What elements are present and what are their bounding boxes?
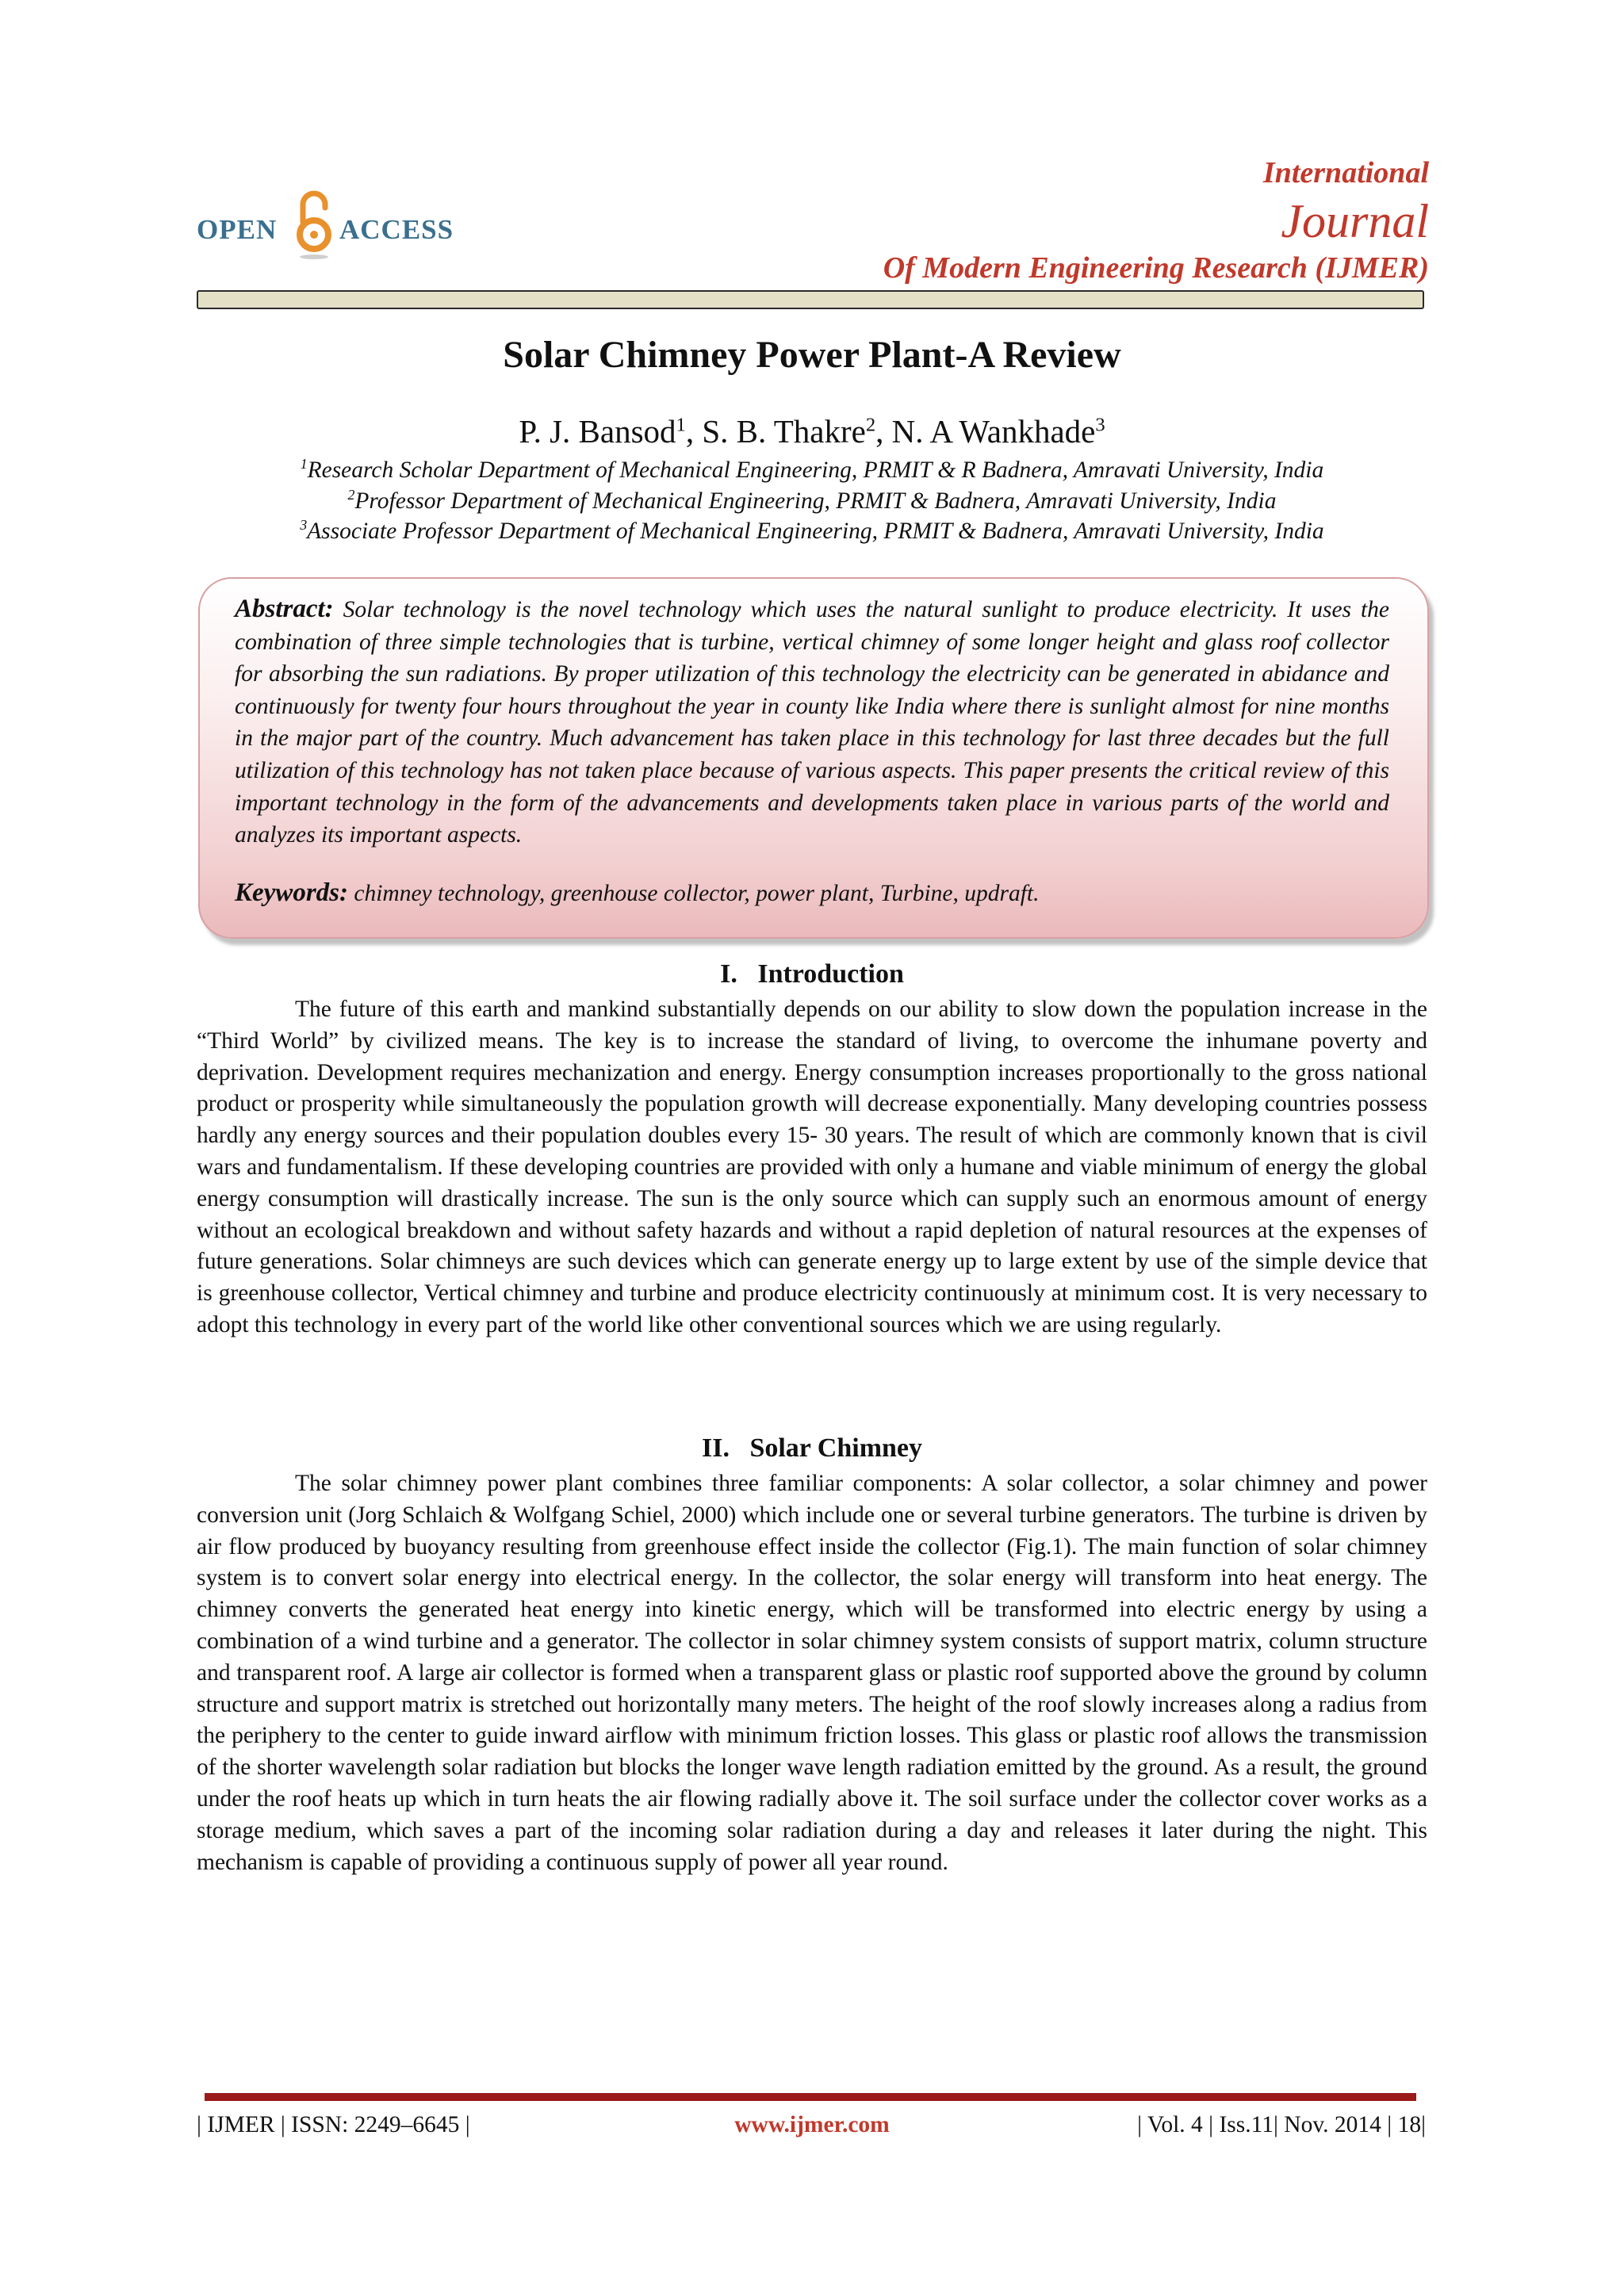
affiliation-superscript: 2 — [347, 487, 355, 503]
affiliation-superscript: 1 — [300, 456, 308, 472]
author-superscript: 2 — [865, 414, 876, 436]
section-body-solar-chimney: The solar chimney power plant combines three familiar components: A solar collector, a solar chimney and power conversion unit (Jorg Schlaich & Wolfgang Schiel, 2000) which include one or several turbine generators. The turbine is driven by air flow produced by buoyancy resulting from greenhouse effect inside the collector (Fig.1). The main function of solar chimney system is to convert solar energy into electrical energy. In the collector, the solar energy will transform into heat energy. The chimney converts the generated heat energy into kinetic energy, which will be transformed into electric energy by using a combination of a wind turbine and a generator. The collector in solar chimney system consists of support matrix, column structure and transparent roof. A large air collector is formed when a transparent glass or plastic roof supported above the ground by column structure and support matrix is stretched out horizontally many meters. The height of the roof slowly increases along a radius from the periphery to the center to guide inward airflow with minimum friction losses. This glass or plastic roof allows the transmission of the shorter wavelength solar radiation but blocks the longer wave length radiation emitted by the ground. As a result, the ground under the roof heats up which in turn heats the air flowing radially above it. The soil surface under the collector cover works as a storage medium, which saves a part of the incoming solar radiation during a day and releases it later during the night. This mechanism is capable of providing a continuous supply of power all year round. — [197, 1471, 1427, 1875]
author-name: P. J. Bansod — [519, 413, 676, 450]
affiliation-text: Research Scholar Department of Mechanical Engineering, PRMIT & R Badnera, Amravati University, India — [307, 457, 1324, 483]
open-lock-icon — [292, 190, 336, 262]
paper-title: Solar Chimney Power Plant-A Review — [503, 334, 1121, 376]
open-access-word-access: ACCESS — [339, 214, 454, 245]
keywords-text: chimney technology, greenhouse collector, power plant, Turbine, updraft. — [354, 881, 1040, 906]
affiliation-text: Professor Department of Mechanical Engineering, PRMIT & Badnera, Amravati University, India — [354, 488, 1277, 514]
author-superscript: 1 — [676, 414, 686, 436]
affiliation-superscript: 3 — [300, 517, 308, 533]
abstract-text: Solar technology is the novel technology which uses the natural sunlight to produce electricity. It uses the combination of three simple technologies that is turbine, vertical chimney of some longer height and glass roof collector for absorbing the sun radiations. By proper utilization of this technology the electricity can be generated in abidance and continuously for twenty four hours throughout the year in county like India where there is sunlight almost for nine months in the major part of the country. Much advancement has taken place in this technology for last three decades but the full utilization of this technology has not taken place because of various aspects. This paper presents the critical review of this important technology in the form of the advancements and developments taken place in various parts of the world and analyzes its important aspects. — [235, 597, 1389, 848]
footer-volume-page: | Vol. 4 | Iss.11| Nov. 2014 | 18| — [1137, 2112, 1426, 2137]
author-superscript: 3 — [1095, 414, 1105, 436]
section-body-introduction: The future of this earth and mankind substantially depends on our ability to slow down the population increase in the “Third World” by civilized means. The key is to increase the standard of living, to overcome the inhumane poverty and deprivation. Development requires mechanization and energy. Energy consumption increases proportionally to the gross national product or prosperity while simultaneously the population growth will decrease exponentially. Many developing countries possess hardly any energy sources and their population doubles every 15- 30 years. The result of which are commonly known that is civil wars and fundamentalism. If these developing countries are provided with only a humane and viable minimum of energy the global energy consumption will drastically increase. The sun is the only source which can supply such an enormous amount of energy without an ecological breakdown and without safety hazards and without a rapid depletion of natural resources at the expenses of future generations. Solar chimneys are such devices which can generate energy up to large extent by use of the simple device that is greenhouse collector, Vertical chimney and turbine and produce electricity continuously at minimum cost. It is very necessary to adopt this technology in every part of the world like other conventional sources which we are using regularly. — [197, 997, 1427, 1337]
affiliation-text: Associate Professor Department of Mechanical Engineering, PRMIT & Badnera, Amravati University, India — [307, 518, 1324, 544]
keywords-label: Keywords: — [235, 878, 348, 907]
section-heading-introduction: I. Introduction — [720, 959, 904, 989]
abstract-label: Abstract: — [235, 595, 334, 623]
footer-issn: | IJMER | ISSN: 2249–6645 | — [197, 2112, 470, 2137]
author-list: P. J. Bansod$^1$, S. B. Thakre$^2$, N. A Wankhade$^3$ — [519, 413, 1105, 450]
open-access-logo — [197, 190, 482, 270]
author-name: N. A Wankhade — [891, 413, 1096, 450]
abstract-paragraph — [235, 593, 1389, 851]
footer-divider-bar — [205, 2093, 1416, 2101]
header-divider-bar — [197, 290, 1424, 309]
section-heading-solar-chimney: II. Solar Chimney — [701, 1433, 923, 1463]
journal-title-line1: International — [1262, 156, 1429, 189]
journal-title-line2: Journal — [1281, 195, 1429, 247]
footer-website-link[interactable]: www.ijmer.com — [734, 2112, 890, 2137]
keywords-line — [235, 878, 1389, 908]
affiliation — [0, 517, 1624, 545]
author-name: S. B. Thakre — [702, 413, 866, 450]
open-access-word-open: OPEN — [197, 214, 278, 245]
journal-title-line3: Of Modern Engineering Research (IJMER) — [883, 251, 1429, 285]
affiliation — [0, 456, 1624, 484]
affiliation — [0, 487, 1624, 515]
